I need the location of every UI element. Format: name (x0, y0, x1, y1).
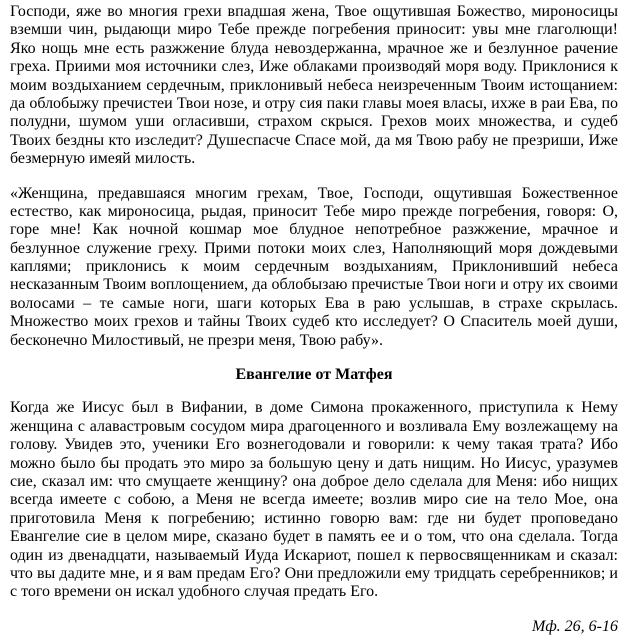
gospel-text-paragraph: Когда же Иисус был в Вифании, в доме Симона прокаженного, приступила к Нему женщина с алавастровым сосудом мира драгоценного и возливала Ему возлежащему на голову. Увидев это, ученики Его вознегодовали и говорили: к чему такая трата? Ибо можно было бы продать это миро за большую цену и дать нищим. Но Иисус, уразумев сие, сказал им: что смущаете женщину? она доброе дело сделала для Меня: ибо нищих всегда имеете с собою, а Меня не всегда имеете; возлив миро сие на тело Мое, она приготовила Меня к погребению; истинно говорю вам: где ни будет проповедано Евангелие сие в целом мире, сказано будет в память ее и о том, что она сделала. Тогда один из двенадцати, называемый Иуда Искариот, пошел к первосвященникам и сказал: что вы дадите мне, и я вам предам Его? Они предложили ему тридцать серебренников; и с того времени он искал удобного случая предать Его. (10, 399, 618, 601)
hymn-slavonic-paragraph: Господи, яже во многия грехи впадшая жена, Твое ощутившая Божество, мироносицы вземши чин, рыдающи миро Тебе прежде погребения приносит: увы мне глаголющи! Яко нощь мне есть разжжение блуда невоздержанна, мрачное же и безлунное рачение греха. Приими моя источники слез, Иже облаками производяй моря воду. Приклонися к моим воздыханием сердечным, приклонивый небеса неизреченным Твоим истощанием: да облобыжу пречистеи Твои нозе, и отру сия паки главы моея власы, ихже в раи Ева, по полудни, шумом уши огласивши, страхом скрыся. Грехов моих множества, и судеб Твоих бездны кто изследит? Душеспасче Спасе мой, да мя Твою рабу не презриши, Иже безмерную имеяй милость. (10, 3, 618, 168)
gospel-heading: Евангелие от Матфея (235, 366, 393, 384)
scripture-citation: Мф. 26, 6-16 (531, 617, 618, 635)
hymn-translation-paragraph: «Женщина, предавшаяся многим грехам, Твое, Господи, ощутившая Божественное естество, как мироносица, рыдая, приносит Тебе миро прежде погребения, говоря: О, горе мне! Как ночной кошмар мое блудное непотребное разжжение, мрачное и безлунное служение греху. Прими потоки моих слез, Наполняющий моря дождевыми каплями; приклонись к моим сердечным воздыханиям, Приклонивший небеса несказанным Твоим воплощением, да облобызаю пречистые Твои ноги и отру их своими волосами – те самые ноги, шаги которых Ева в раю услышав, в страхе скрылась. Множество моих грехов и тайны Твоих судеб кто исследует? О Спаситель моей души, бесконечно Милостивый, не презри меня, Твою рабу». (10, 184, 618, 349)
